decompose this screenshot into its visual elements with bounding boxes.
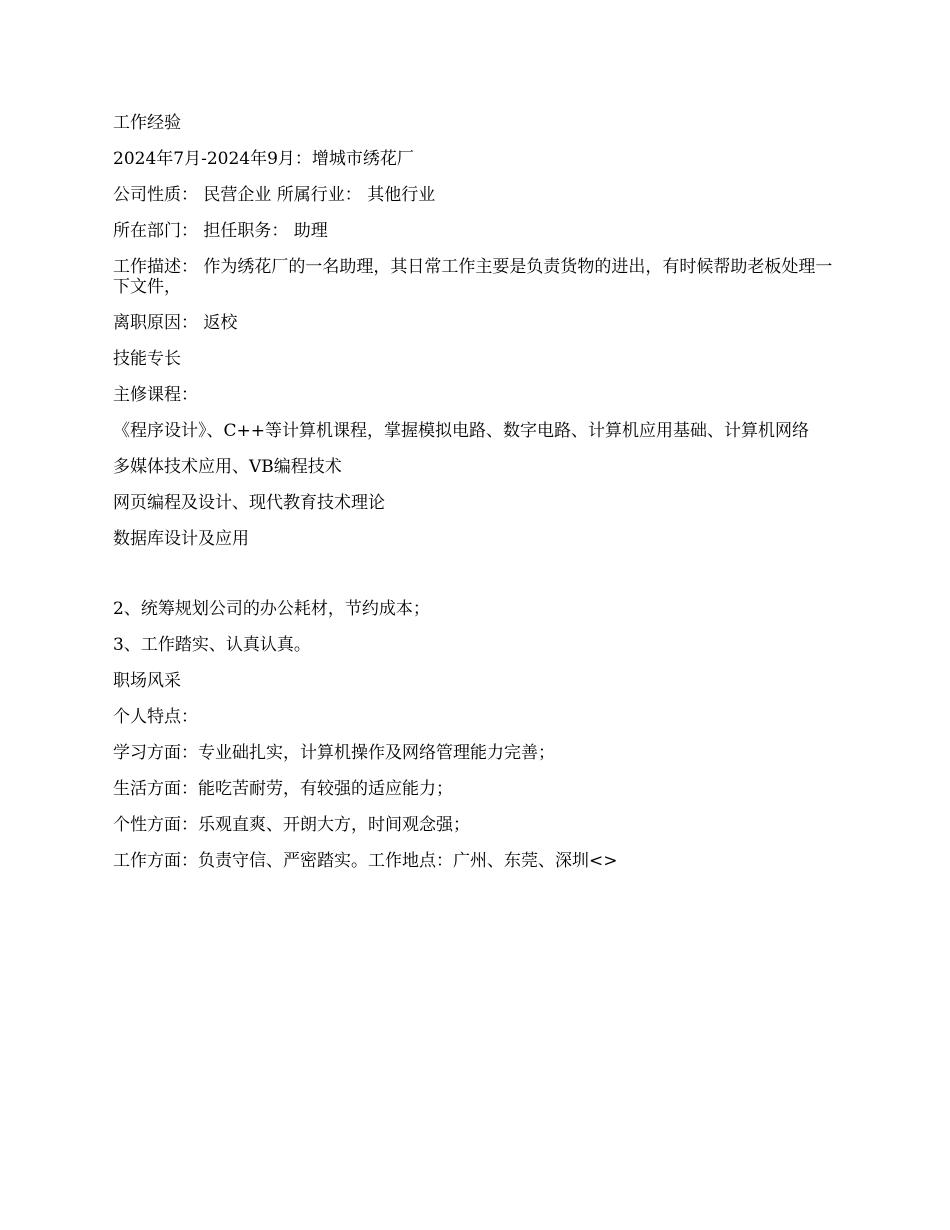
trait-life: 生活方面：能吃苦耐劳，有较强的适应能力； bbox=[113, 779, 453, 799]
trait-work-and-location: 工作方面：负责守信、严密踏实。工作地点：广州、东莞、深圳<> bbox=[113, 851, 618, 871]
section-heading-work-experience: 工作经验 bbox=[113, 113, 181, 133]
job-description: 工作描述： 作为绣花厂的一名助理，其日常工作主要是负责货物的进出，有时候帮助老板处理一下文件， bbox=[113, 257, 833, 297]
course-list-2: 多媒体技术应用、VB编程技术 bbox=[113, 457, 342, 477]
reason-for-leaving: 离职原因： 返校 bbox=[113, 313, 238, 333]
course-list-4: 数据库设计及应用 bbox=[113, 529, 249, 549]
document-page bbox=[113, 113, 838, 887]
blank-line bbox=[113, 565, 838, 599]
employment-period: 2024年7月-2024年9月：增城市绣花厂 bbox=[113, 149, 414, 169]
trait-personality: 个性方面：乐观直爽、开朗大方，时间观念强； bbox=[113, 815, 470, 835]
section-heading-skills: 技能专长 bbox=[113, 349, 181, 369]
duty-item-2: 2、统筹规划公司的办公耗材，节约成本； bbox=[113, 599, 430, 619]
company-info: 公司性质： 民营企业 所属行业： 其他行业 bbox=[113, 185, 436, 205]
trait-study: 学习方面：专业础扎实，计算机操作及网络管理能力完善； bbox=[113, 743, 555, 763]
course-list-3: 网页编程及设计、现代教育技术理论 bbox=[113, 493, 385, 513]
course-list-1: 《程序设计》、C++等计算机课程，掌握模拟电路、数字电路、计算机应用基础、计算机网络 bbox=[113, 421, 809, 441]
personal-traits-label: 个人特点： bbox=[113, 707, 198, 727]
duty-item-3: 3、工作踏实、认真认真。 bbox=[113, 635, 311, 655]
section-heading-workplace-style: 职场风采 bbox=[113, 671, 181, 691]
department-position: 所在部门： 担任职务： 助理 bbox=[113, 221, 328, 241]
major-courses-label: 主修课程： bbox=[113, 385, 198, 405]
